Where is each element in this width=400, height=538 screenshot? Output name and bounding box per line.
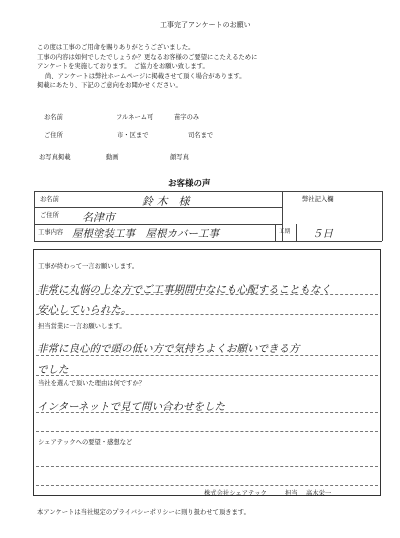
intro-line: 工事の内容は如何でしたでしょうか？更なるお客様のご要望にこたえるために [37,54,258,61]
duration-label: 工期 [279,229,291,235]
page-title: 工事完了アンケートのお願い [160,21,251,29]
intro-line: この度は工事のご用命を賜りありがとうございました。 [37,44,195,51]
staff-label: 担当 [285,490,298,497]
consent-photo-label: お写真掲載 [39,154,71,161]
intro-line: 掲載にあたり、下記のご意向をお聞かせください。 [37,82,182,89]
privacy-note: 本アンケートは当社規定のプライバシーポリシーに則り扱わせて頂きます。 [37,509,250,516]
customer-name-label: お名前 [40,196,59,203]
work-content-label: 工事内容 [38,229,64,236]
question-3: 当社を選んで頂いた理由は何ですか？ [38,380,146,387]
option-district[interactable]: 司名まで [188,132,214,139]
answer-1-line-1: 非常に丸悩の上な方でご工事期間中なにも心配することもなく [37,284,331,296]
staff-name: 高木栄一 [306,490,332,497]
answer-3-line-1: インターネットで見て問い合わせをした [37,401,226,413]
consent-address-label: ご住所 [44,132,63,139]
question-1: 工事が終わって一言お願いします。 [38,263,139,270]
option-surname-only[interactable]: 苗字のみ [174,114,200,121]
duration-value: ５日 [312,228,333,240]
answer-2-line-2: でした [37,364,69,376]
customer-address-value: 名津市 [82,211,115,224]
office-use-label: 弊社記入欄 [302,196,334,203]
option-city-ward[interactable]: 市・区まで [117,132,149,139]
option-video[interactable]: 動画 [106,154,119,161]
answer-1-line-2: 安心していられた。 [37,304,132,316]
question-2: 担当営業に一言お願いします。 [38,323,126,330]
intro-line: 尚、アンケートは弊社ホームページに掲載させて頂く場合があります。 [45,73,246,80]
customer-name-value: 鈴 木 様 [142,195,190,208]
work-content-value: 屋根塗装工事 屋根カバー工事 [72,228,219,240]
option-face-photo[interactable]: 顔写真 [170,154,189,161]
answer-2-line-1: 非常に良心的で頭の低い方で気持ちよくお願いできる方 [37,343,300,355]
intro-line: アンケートを実施しております。 ご協力をお願い致します。 [37,63,209,70]
customer-address-label: ご住所 [40,212,59,219]
voice-section-title: お客様の声 [168,179,211,189]
option-fullname[interactable]: フルネーム可 [116,114,154,121]
company-name: 株式会社シェアテック [204,490,267,497]
question-4: シェアテックへの要望・感想など [38,439,133,446]
consent-name-label: お名前 [44,114,63,121]
